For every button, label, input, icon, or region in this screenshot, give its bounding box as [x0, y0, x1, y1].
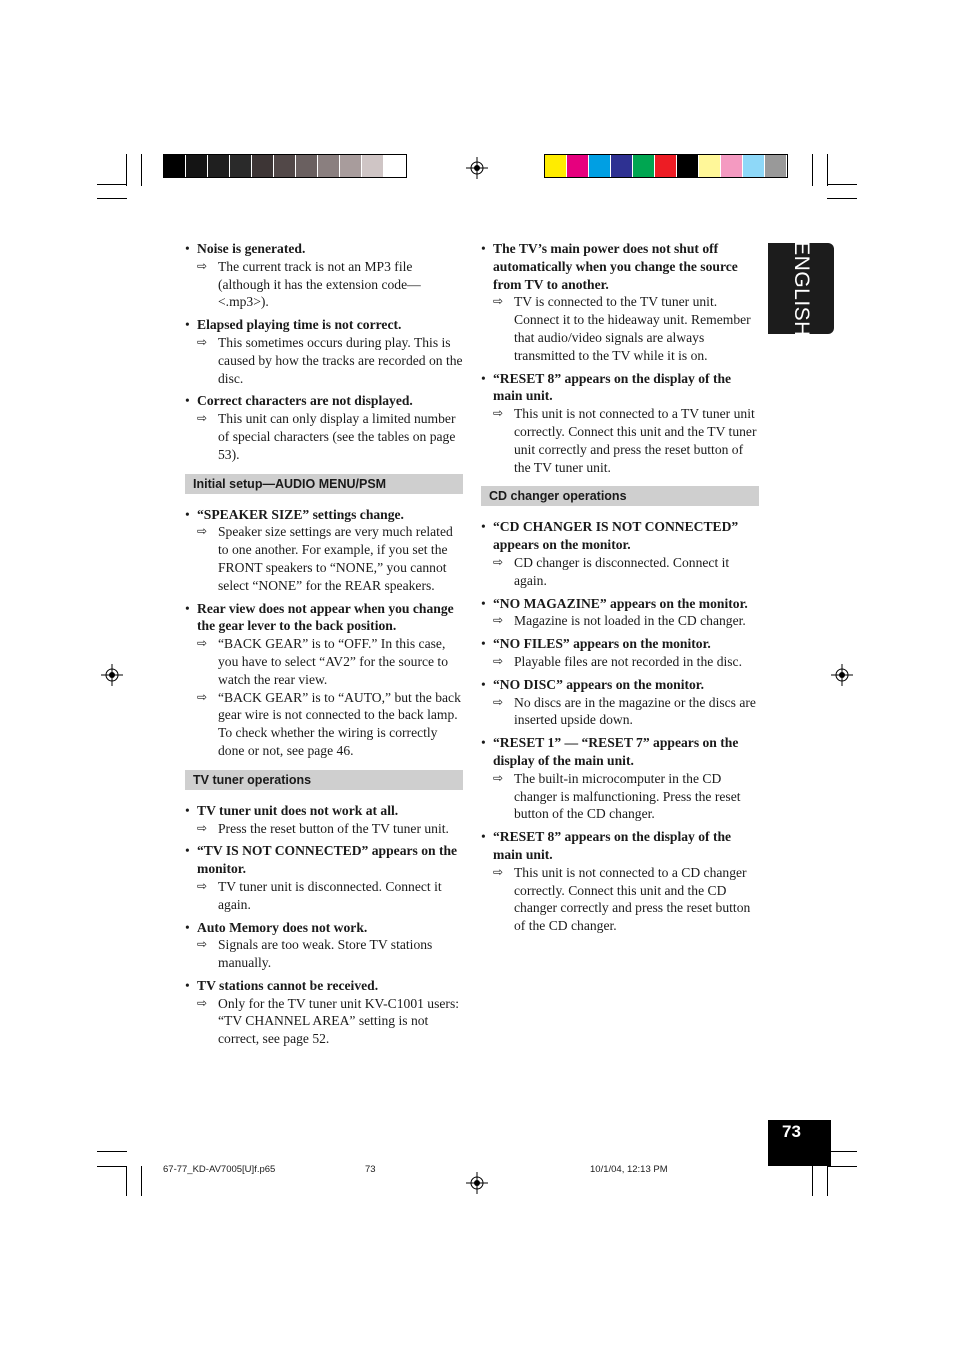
- crop-mark: [126, 1166, 127, 1196]
- solution: [197, 820, 463, 838]
- crop-mark: [827, 1166, 828, 1196]
- registration-mark-icon: [101, 664, 123, 686]
- grayscale-swatch: [340, 155, 362, 177]
- troubleshooting-item: [481, 828, 759, 935]
- footer-date: 10/1/04, 12:13 PM: [590, 1164, 668, 1175]
- bullet-icon: •: [185, 393, 190, 409]
- solution-text: The built-in microcomputer in the CD changer is malfunctioning. Press the reset button of the CD changer.: [514, 770, 741, 822]
- footer-filename: 67-77_KD-AV7005[U]f.p65: [163, 1164, 276, 1175]
- troubleshooting-item: [481, 370, 759, 477]
- problem-text: Correct characters are not displayed.: [197, 393, 413, 409]
- troubleshooting-item: [185, 842, 463, 913]
- crop-mark: [97, 184, 127, 185]
- solution: [197, 995, 463, 1048]
- solution: [197, 410, 463, 463]
- section-heading: Initial setup—AUDIO MENU/PSM: [185, 474, 463, 494]
- solution-text: Magazine is not loaded in the CD changer.: [514, 613, 746, 629]
- problem-text: “SPEAKER SIZE” settings change.: [197, 506, 404, 522]
- crop-mark: [141, 154, 142, 186]
- solution: [493, 612, 759, 630]
- process-swatch: [677, 155, 699, 177]
- page-number: 73: [782, 1122, 801, 1141]
- solution: [493, 770, 759, 823]
- process-swatch: [545, 155, 567, 177]
- grayscale-swatch: [296, 155, 318, 177]
- solution: [197, 635, 463, 688]
- solution: [197, 936, 463, 972]
- solution-text: This sometimes occurs during play. This is caused by how the tracks are recorded on the disc.: [218, 334, 463, 386]
- grayscale-swatch: [252, 155, 274, 177]
- arrow-right-icon: ⇨: [197, 689, 208, 704]
- process-swatch: [611, 155, 633, 177]
- troubleshooting-item: [185, 600, 463, 760]
- section-heading: CD changer operations: [481, 486, 759, 506]
- process-swatch: [699, 155, 721, 177]
- arrow-right-icon: ⇨: [493, 613, 504, 628]
- arrow-right-icon: ⇨: [493, 406, 504, 421]
- right-column: [481, 240, 759, 940]
- troubleshooting-item: [481, 734, 759, 823]
- solution: [493, 694, 759, 730]
- problem-text: Noise is generated.: [197, 241, 306, 256]
- crop-mark: [827, 1151, 857, 1152]
- crop-mark: [97, 198, 127, 199]
- process-swatch: [655, 155, 677, 177]
- troubleshooting-item: [185, 802, 463, 838]
- bullet-icon: •: [481, 241, 486, 256]
- bullet-icon: •: [481, 829, 486, 845]
- problem-text: “RESET 1” — “RESET 7” appears on the display of the main unit.: [493, 735, 739, 768]
- grayscale-swatch: [318, 155, 340, 177]
- crop-mark: [827, 154, 828, 186]
- problem-text: Rear view does not appear when you change the gear lever to the back position.: [197, 600, 454, 634]
- bullet-icon: •: [185, 977, 190, 993]
- registration-mark-icon: [831, 664, 853, 686]
- language-tab-label: ENGLISH: [790, 240, 813, 337]
- problem-text: Auto Memory does not work.: [197, 919, 368, 935]
- crop-mark: [812, 1166, 813, 1196]
- section-heading: TV tuner operations: [185, 770, 463, 790]
- solution-text: Press the reset button of the TV tuner unit.: [218, 820, 449, 836]
- bullet-icon: •: [185, 919, 190, 935]
- solution: [197, 523, 463, 594]
- crop-mark: [97, 1166, 127, 1167]
- solution-text: “BACK GEAR” is to “AUTO,” but the back gear wire is not connected to the back lamp. To check whether the wiring is correctly done or not, see page 46.: [218, 689, 461, 758]
- solution-text: Speaker size settings are very much related to one another. For example, if you set the FRONT speakers to “NONE,” you cannot select “NONE” for the REAR speakers.: [218, 524, 453, 593]
- troubleshooting-item: [481, 595, 759, 631]
- bullet-icon: •: [185, 317, 190, 333]
- solution-text: Playable files are not recorded in the disc.: [514, 653, 742, 669]
- solution: [493, 405, 759, 476]
- grayscale-swatch: [384, 155, 406, 177]
- language-tab: [768, 240, 834, 337]
- arrow-right-icon: ⇨: [493, 653, 504, 668]
- bullet-icon: •: [185, 506, 190, 522]
- arrow-right-icon: ⇨: [493, 294, 504, 309]
- problem-text: “TV IS NOT CONNECTED” appears on the monitor.: [197, 843, 458, 877]
- process-swatch: [567, 155, 589, 177]
- problem-text: “RESET 8” appears on the display of the main unit.: [493, 829, 732, 862]
- bullet-icon: •: [185, 802, 190, 818]
- arrow-right-icon: ⇨: [493, 864, 504, 879]
- left-column: [185, 240, 463, 1053]
- troubleshooting-list: [481, 518, 759, 935]
- crop-mark: [827, 1166, 857, 1167]
- grayscale-swatch: [186, 155, 208, 177]
- bullet-icon: •: [481, 519, 486, 535]
- solution-text: Only for the TV tuner unit KV-C1001 users: “TV CHANNEL AREA” setting is not correct, see page 52.: [218, 995, 460, 1047]
- solution-text: This unit can only display a limited number of special characters (see the tables on page 53).: [218, 411, 456, 462]
- solution-text: TV is connected to the TV tuner unit. Connect it to the hideaway unit. Remember that audio/video signals are always transmitted to the TV while it is on.: [514, 294, 751, 363]
- grayscale-swatch: [230, 155, 252, 177]
- solution: [493, 864, 759, 935]
- problem-text: TV stations cannot be received.: [197, 977, 379, 993]
- crop-mark: [812, 154, 813, 186]
- solution: [493, 293, 759, 364]
- bullet-icon: •: [481, 735, 486, 751]
- page-number-box: [768, 1120, 831, 1166]
- process-swatch: [589, 155, 611, 177]
- arrow-right-icon: ⇨: [197, 411, 208, 426]
- arrow-right-icon: ⇨: [197, 636, 208, 651]
- troubleshooting-item: [185, 240, 463, 311]
- troubleshooting-item: [185, 506, 463, 595]
- problem-text: “RESET 8” appears on the display of the main unit.: [493, 370, 732, 404]
- grayscale-color-bar: [163, 154, 407, 178]
- troubleshooting-item: [481, 518, 759, 589]
- solution: [493, 554, 759, 590]
- problem-text: “CD CHANGER IS NOT CONNECTED” appears on the monitor.: [493, 519, 739, 553]
- problem-text: “NO DISC” appears on the monitor.: [493, 676, 704, 692]
- troubleshooting-item: [185, 919, 463, 972]
- solution-text: Signals are too weak. Store TV stations manually.: [218, 937, 433, 971]
- registration-mark-icon: [466, 1172, 488, 1194]
- process-swatch: [765, 155, 787, 177]
- crop-mark: [827, 184, 857, 185]
- solution-text: This unit is not connected to a TV tuner unit correctly. Connect this unit and the TV tuner unit correctly and press the reset button of the TV tuner unit.: [514, 406, 757, 475]
- solution: [197, 258, 463, 311]
- problem-text: “NO FILES” appears on the monitor.: [493, 636, 711, 652]
- solution-text: TV tuner unit is disconnected. Connect it again.: [218, 878, 442, 912]
- process-swatch: [743, 155, 765, 177]
- troubleshooting-item: [185, 977, 463, 1048]
- arrow-right-icon: ⇨: [197, 334, 208, 349]
- grayscale-swatch: [362, 155, 384, 177]
- bullet-icon: •: [481, 636, 486, 652]
- registration-mark-icon: [466, 157, 488, 179]
- crop-mark: [141, 1166, 142, 1196]
- solution-text: “BACK GEAR” is to “OFF.” In this case, you have to select “AV2” for the source to watch the rear view.: [218, 636, 449, 687]
- solution-text: CD changer is disconnected. Connect it again.: [514, 554, 730, 588]
- bullet-icon: •: [185, 241, 190, 256]
- troubleshooting-item: [185, 392, 463, 463]
- troubleshooting-item: [185, 316, 463, 387]
- troubleshooting-item: [481, 676, 759, 729]
- troubleshooting-list: [185, 802, 463, 1048]
- solution: [493, 653, 759, 671]
- process-swatch: [721, 155, 743, 177]
- footer-page: 73: [365, 1164, 376, 1175]
- bullet-icon: •: [185, 843, 190, 859]
- grayscale-swatch: [274, 155, 296, 177]
- crop-mark: [126, 154, 127, 186]
- troubleshooting-list: [185, 240, 463, 464]
- bullet-icon: •: [185, 600, 190, 616]
- solution-text: This unit is not connected to a CD changer correctly. Connect this unit and the CD changer correctly and press the reset button of the CD changer.: [514, 864, 751, 934]
- problem-text: The TV’s main power does not shut off automatically when you change the source from TV to another.: [493, 241, 738, 292]
- solution: [197, 878, 463, 914]
- troubleshooting-list: [185, 506, 463, 760]
- arrow-right-icon: ⇨: [197, 820, 208, 835]
- troubleshooting-item: [481, 240, 759, 365]
- troubleshooting-item: [481, 635, 759, 671]
- grayscale-swatch: [164, 155, 186, 177]
- problem-text: TV tuner unit does not work at all.: [197, 802, 399, 818]
- solution: [197, 334, 463, 387]
- solution: [197, 689, 463, 760]
- arrow-right-icon: ⇨: [493, 694, 504, 709]
- arrow-right-icon: ⇨: [493, 770, 504, 785]
- arrow-right-icon: ⇨: [197, 258, 208, 273]
- arrow-right-icon: ⇨: [197, 937, 208, 952]
- arrow-right-icon: ⇨: [197, 878, 208, 893]
- bullet-icon: •: [481, 595, 486, 611]
- troubleshooting-list: [481, 240, 759, 476]
- process-color-bar: [544, 154, 788, 178]
- grayscale-swatch: [208, 155, 230, 177]
- solution-text: No discs are in the magazine or the discs are inserted upside down.: [514, 694, 756, 728]
- problem-text: Elapsed playing time is not correct.: [197, 317, 402, 333]
- crop-mark: [97, 1151, 127, 1152]
- bullet-icon: •: [481, 370, 486, 386]
- bullet-icon: •: [481, 676, 486, 692]
- crop-mark: [827, 198, 857, 199]
- solution-text: The current track is not an MP3 file (although it has the extension code—<.mp3>).: [218, 258, 421, 310]
- problem-text: “NO MAGAZINE” appears on the monitor.: [493, 595, 748, 611]
- process-swatch: [633, 155, 655, 177]
- arrow-right-icon: ⇨: [197, 995, 208, 1010]
- arrow-right-icon: ⇨: [493, 554, 504, 569]
- arrow-right-icon: ⇨: [197, 524, 208, 539]
